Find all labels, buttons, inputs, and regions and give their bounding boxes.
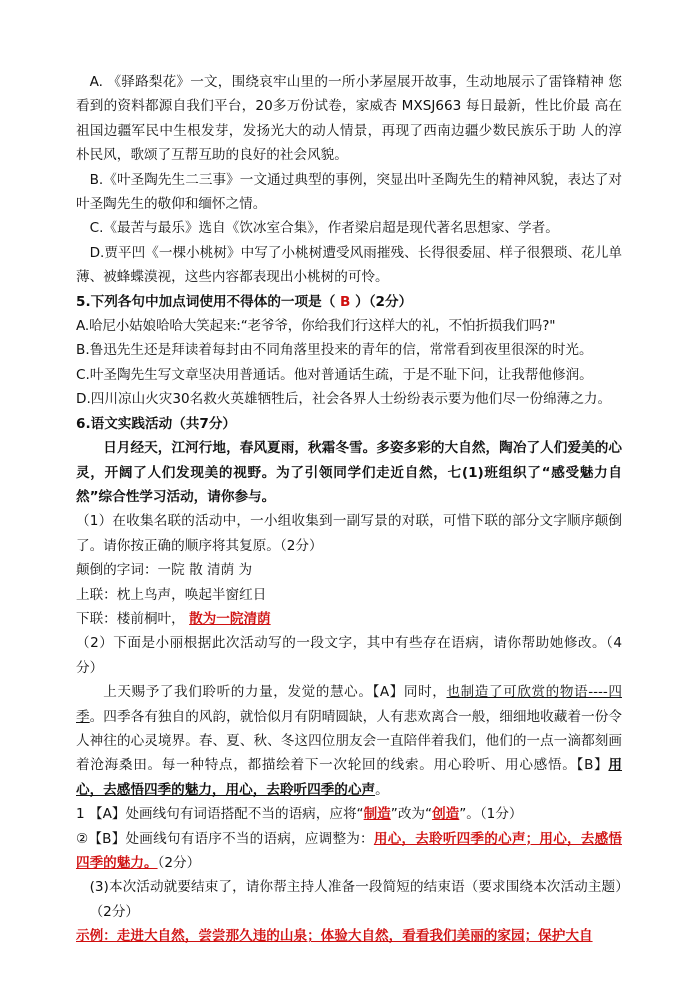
q4-option-d-line1: D.贾平凹《一棵小桃树》中写了小桃树遭受风雨摧残、长得很委屈、样子很猥琐、花儿 [89,244,609,261]
q6-fix1-text: ”改为“ [390,806,433,823]
q6-passage-text: 悟。【B】 [547,757,609,774]
q6-passage-underline-b: 用心，去感悟四季的魅力，用心，去聆听四季的心声 [76,757,623,798]
q6-passage-text: 份令人神往的心灵境界。春、夏、秋、冬这四位朋友会一直陪伴着我们，他们的一点一 [76,708,623,749]
q6-fix1-wrong-word: 制造 [363,806,391,823]
q5-option-a: A.哈尼小姑娘哈哈大笑起来:“老爷爷，你给我们行这样大的礼，不怕折损我们吗?" [76,318,556,335]
q6-part2-stem [76,631,622,680]
q5-option-d-line1: D.四川凉山火灾30名救火英雄牺牲后，社会各界人士纷纷表示要为他们尽一份绵薄之 [76,391,584,408]
q6-fix1-text: 1 【A】处画线句有词语搭配不当的语病，应将“ [76,806,364,823]
q4-option-a-line1: A. 《驿路梨花》一文，围绕哀牢山里的一所小茅屋展开故事，生动地展示了雷锋精神 [89,74,604,90]
q6-jumbled-words: 颠倒的字词：一院 散 清荫 为 [76,562,253,579]
q6-part3-line1: (3)本次活动就要结束了，请你帮主持人准备一段简短的结束语（要求围绕本次活动主 [89,879,602,896]
q6-fix-1 [76,802,622,826]
q4-option-c: C.《最苦与最乐》选自《饮冰室合集》，作者梁启超是现代著名思想家、学者。 [89,220,559,237]
q6-part1-line2: 倒了。请你按正确的顺序将其复原。（2分） [76,513,622,554]
q6-passage-text: 。 [375,781,389,798]
q6-part3-line2: 题）（2分） [89,879,622,920]
q6-lower-label: 下联：楼前桐叶， [76,610,185,627]
q6-title: 6.语文实践活动（共7分） [76,415,237,432]
q5-option-c: C.叶圣陶先生写文章坚决用普通话。他对普通话生疏，于是不耻下问，让我帮他修润。 [76,366,593,383]
q4-option-a [76,70,622,168]
q6-passage-text: 上天赐予了我们聆听的力量，发觉的慧心。【A】同时， [103,684,447,701]
q6-part1-line1: （1）在收集名联的活动中，一小组收集到一副写景的对联，可惜下联的部分文字顺序颠 [76,513,609,530]
q5-stem-text: 5.下列各句中加点词使用不得体的一项是（ [76,293,336,310]
q6-fix1-score: ”。（1分） [459,806,523,823]
q6-fix2-score: （2分） [157,855,201,871]
q6-part2-line1: （2）下面是小丽根据此次活动写的一段文字，其中有些存在语病，请你帮助她修改。 [76,635,607,652]
q6-part3-stem [76,875,622,924]
document-content [76,70,622,949]
q5-option-d [76,387,622,411]
q6-fix-2 [76,827,622,876]
q5-stem [76,290,622,314]
watermark-ad-line: 您看到的资料都源自我们平台，20多万份试卷，家威杏 MXSJ663 每日最新，性比价最 [76,74,623,115]
q6-passage [76,680,622,802]
q5-answer: B [340,293,351,310]
q4-option-a-line4: 人的淳朴民风，歌颂了互帮互助的良好的社会风貌。 [76,122,623,164]
q6-passage-underline-a: 也制造了可欣赏的物语----四 [446,684,622,701]
q6-fix2-answer: 用心，去聆听四季的心声；用心，去 [373,830,595,847]
q6-intro [76,436,622,509]
q6-fix1-correct-word: 创造 [432,806,460,823]
q6-example-answer: 示例：走进大自然，尝尝那久违的山泉；体验大自然，看看我们美丽的家园；保护大自 [76,928,593,945]
q6-passage-underline-a-end: 季 [76,708,90,725]
q4-option-d [76,241,622,290]
q4-option-b-line2: 对叶圣陶先生的敬仰和缅怀之情。 [76,171,622,213]
q6-intro-line3: 自然”综合性学习活动，请你参与。 [76,464,622,505]
q4-option-b [76,168,622,217]
q6-intro-line2: 的心灵，开阔了人们发现美的视野。为了引领同学们走近自然，七(1)班组织了“感受魅力 [76,440,622,481]
q5-stem-score: ）（2分） [355,293,413,310]
q6-part1-stem [76,509,622,558]
q6-intro-line1: 日月经天，江河行地，春风夏雨，秋霜冬雪。多姿多彩的大自然，陶冶了人们爱美 [103,440,595,457]
q6-upper-couplet: 上联：枕上鸟声，唤起半窗红日 [76,586,267,603]
q4-option-d-line2: 单薄、被蜂蝶漠视，这些内容都表现出小桃树的可怜。 [76,244,622,286]
q6-passage-text: 滴都刻画着沧海桑田。每一种特点，都描绘着下一次轮回的线索。用心聆听、用心感 [76,732,623,774]
q6-fix2-text: ②【B】处画线句有语序不当的语病，应调整为： [76,830,374,847]
q6-lower-couplet [76,607,622,631]
q6-lower-answer: 散为一院清荫 [189,610,271,627]
q6-part2-line2: （4分） [76,635,622,676]
q5-option-b: B.鲁迅先生还是拜读着每封由不同角落里投来的青年的信，常常看到夜里很深的时光。 [76,342,593,359]
q4-option-b-line1: B.《叶圣陶先生二三事》一文通过典型的事例，突显出叶圣陶先生的精神风貌，表达了 [89,171,609,188]
q6-fix2-answer-end: 感悟四季的魅力。 [76,830,622,871]
q6-passage-text: 。四季各有独自的风韵，就恰似月有阴晴圆缺，人有悲欢离合一般，细细地收藏着一 [89,708,595,725]
q5-option-d-line2: 力。 [583,391,612,408]
q4-option-a-line3: 高在祖国边疆军民中生根发芽，发扬光大的动人情景，再现了西南边疆少数民族乐于助 [76,98,622,139]
